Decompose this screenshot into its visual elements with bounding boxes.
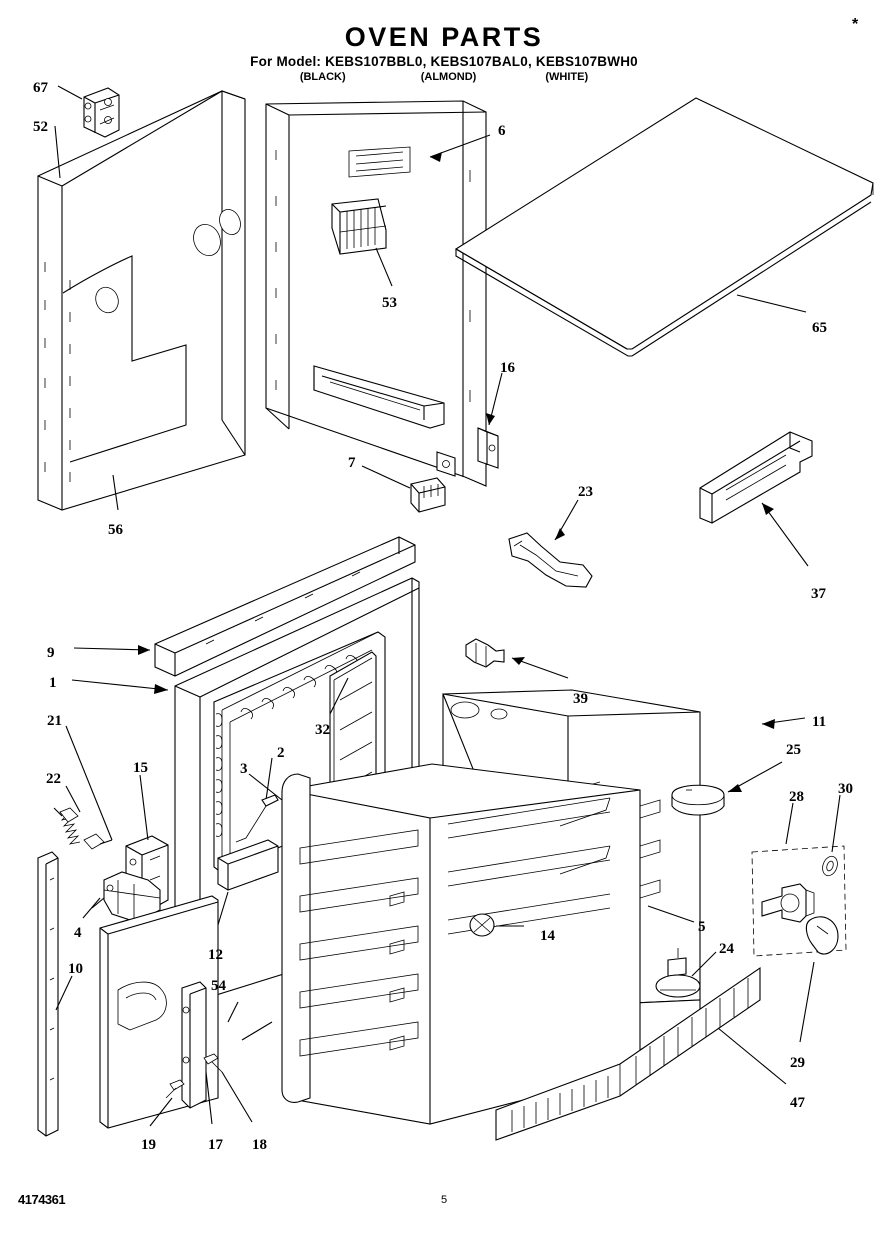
callout-47: 47 (790, 1095, 805, 1111)
asterisk-mark: * (852, 16, 859, 33)
color-white: (WHITE) (545, 71, 589, 83)
callout-56: 56 (108, 522, 123, 538)
callout-52: 52 (33, 119, 48, 135)
part-10-long-rail (38, 852, 58, 1136)
callout-53: 53 (382, 295, 397, 311)
callout-24: 24 (719, 941, 734, 957)
callout-37: 37 (811, 586, 826, 602)
callout-22: 22 (46, 771, 61, 787)
callout-21: 21 (47, 713, 62, 729)
part-left-side-panel (38, 91, 245, 510)
page-number: 5 (440, 1194, 448, 1206)
callout-39: 39 (573, 691, 588, 707)
callout-9: 9 (47, 645, 55, 661)
part-6-back-panel (266, 101, 486, 486)
part-25-cap (672, 785, 724, 815)
page-title: OVEN PARTS (344, 22, 544, 52)
part-65-top-cover (456, 98, 873, 356)
color-black: (BLACK) (299, 71, 346, 83)
model-numbers: KEBS107BBL0, KEBS107BAL0, KEBS107BWH0 (325, 54, 638, 69)
callout-1: 1 (49, 675, 57, 691)
callout-65: 65 (812, 320, 827, 336)
callout-67: 67 (33, 80, 48, 96)
callout-14: 14 (540, 928, 555, 944)
callout-17: 17 (208, 1137, 223, 1153)
callout-6: 6 (498, 123, 506, 139)
callout-28: 28 (789, 789, 804, 805)
part-7-switch (411, 478, 445, 512)
callout-30: 30 (838, 781, 853, 797)
callout-4: 4 (74, 925, 82, 941)
part-39-sensor (466, 639, 504, 667)
callout-32: 32 (315, 722, 330, 738)
callout-29: 29 (790, 1055, 805, 1071)
callout-16: 16 (500, 360, 515, 376)
part-16-bracket (478, 428, 498, 468)
callout-3: 3 (240, 761, 248, 777)
part-22-spring (54, 808, 112, 849)
part-37-rail (700, 432, 812, 523)
part-2-3-inner-door (282, 764, 640, 1124)
callout-12: 12 (208, 947, 223, 963)
callout-5: 5 (698, 919, 706, 935)
part-28-30-assembly (752, 846, 846, 956)
callout-54: 54 (211, 978, 226, 994)
part-67-bracket (84, 88, 119, 137)
callout-19: 19 (141, 1137, 156, 1153)
callout-15: 15 (133, 760, 148, 776)
callout-10: 10 (68, 961, 83, 977)
callout-7: 7 (348, 455, 356, 471)
model-prefix: For Model: (250, 54, 322, 69)
callout-2: 2 (277, 745, 285, 761)
callout-11: 11 (812, 714, 827, 730)
part-23-wire-harness (509, 533, 592, 587)
callout-23: 23 (578, 484, 593, 500)
color-almond: (ALMOND) (420, 71, 477, 83)
callout-18: 18 (252, 1137, 267, 1153)
callout-25: 25 (786, 742, 801, 758)
part-53-terminal-block (332, 199, 386, 254)
document-number: 4174361 (18, 1192, 66, 1207)
